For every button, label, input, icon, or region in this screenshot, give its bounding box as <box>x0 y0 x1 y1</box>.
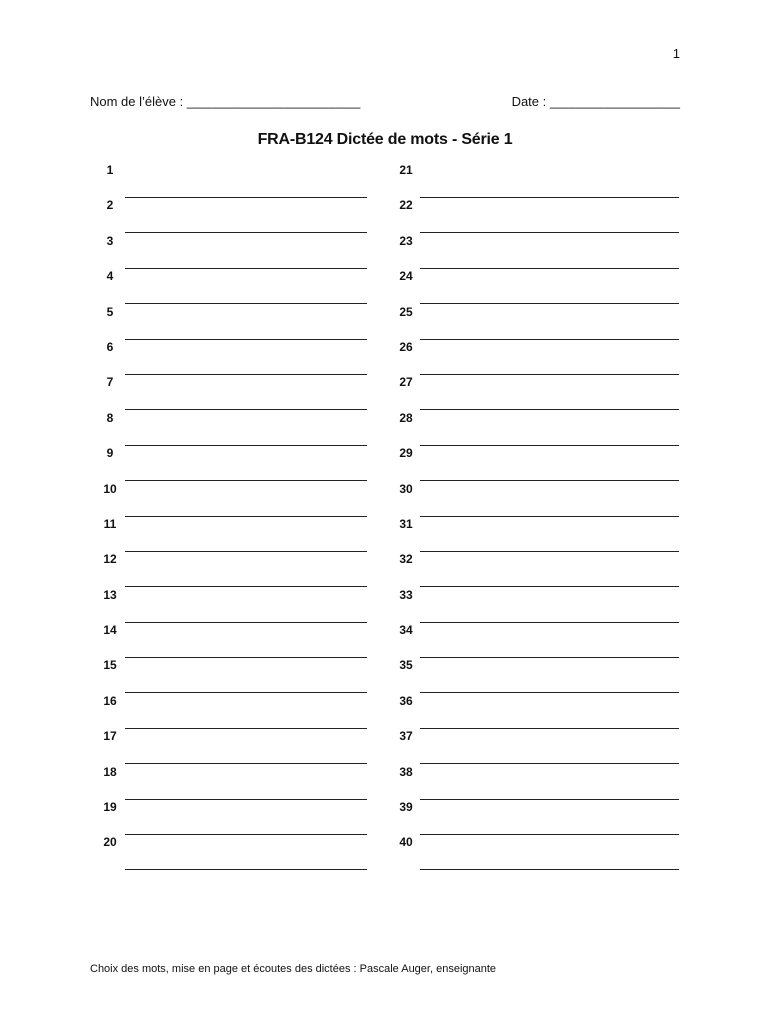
answer-line[interactable] <box>420 657 679 658</box>
answer-line[interactable] <box>420 586 679 587</box>
item-number: 20 <box>103 835 117 850</box>
answer-line[interactable] <box>420 374 679 375</box>
answer-line[interactable] <box>125 197 367 198</box>
item-number: 19 <box>103 800 117 815</box>
answer-line[interactable] <box>125 303 367 304</box>
header-row <box>90 94 680 112</box>
item-number: 3 <box>106 233 114 248</box>
item-number: 40 <box>399 835 413 850</box>
item-number: 16 <box>103 693 117 708</box>
item-number: 37 <box>399 729 413 744</box>
footer-credit: Choix des mots, mise en page et écoutes des dictées : Pascale Auger, enseignante <box>90 963 497 975</box>
answer-line[interactable] <box>125 374 367 375</box>
answer-line[interactable] <box>125 692 367 693</box>
item-number: 22 <box>399 198 413 213</box>
answer-line[interactable] <box>420 692 679 693</box>
item-number: 33 <box>399 587 413 602</box>
item-number: 9 <box>106 446 114 461</box>
answer-line[interactable] <box>125 339 367 340</box>
item-number: 4 <box>106 269 114 284</box>
item-number: 17 <box>103 729 117 744</box>
item-number: 31 <box>399 516 413 531</box>
item-number: 8 <box>106 410 114 425</box>
item-number: 32 <box>399 552 413 567</box>
answer-line[interactable] <box>420 303 679 304</box>
item-number: 1 <box>106 163 114 177</box>
date-label: Date : __________________ <box>511 94 680 109</box>
item-number: 18 <box>103 764 117 779</box>
answer-line[interactable] <box>420 551 679 552</box>
answer-line[interactable] <box>420 232 679 233</box>
answer-line[interactable] <box>420 480 679 481</box>
item-number: 38 <box>399 764 413 779</box>
answer-line[interactable] <box>420 516 679 517</box>
item-number: 21 <box>399 163 413 177</box>
item-number: 35 <box>399 658 413 673</box>
item-number: 6 <box>106 339 114 354</box>
answer-line[interactable] <box>420 799 679 800</box>
item-number: 23 <box>399 233 413 248</box>
item-number: 34 <box>399 623 413 638</box>
item-number: 30 <box>399 481 413 496</box>
answer-line[interactable] <box>420 268 679 269</box>
answer-line[interactable] <box>420 869 679 870</box>
answer-line[interactable] <box>125 232 367 233</box>
answer-line[interactable] <box>125 586 367 587</box>
item-number: 13 <box>103 587 117 602</box>
answer-line[interactable] <box>420 728 679 729</box>
item-number: 15 <box>103 658 117 673</box>
page-number: 1 <box>672 46 680 61</box>
answer-line[interactable] <box>420 622 679 623</box>
page-title: FRA-B124 Dictée de mots - Série 1 <box>257 131 513 148</box>
item-number: 26 <box>399 339 413 354</box>
item-number: 2 <box>106 198 114 213</box>
item-number: 14 <box>103 623 117 638</box>
item-number: 7 <box>106 375 114 390</box>
item-number: 5 <box>106 304 114 319</box>
answer-line[interactable] <box>420 445 679 446</box>
answer-line[interactable] <box>420 197 679 198</box>
answer-line[interactable] <box>125 480 367 481</box>
answer-line[interactable] <box>125 763 367 764</box>
student-name-label: Nom de l’élève : ________________________ <box>90 94 361 109</box>
item-number: 25 <box>399 304 413 319</box>
answer-line[interactable] <box>125 516 367 517</box>
answer-line[interactable] <box>125 268 367 269</box>
answer-line[interactable] <box>125 834 367 835</box>
answer-line[interactable] <box>420 763 679 764</box>
item-number: 28 <box>399 410 413 425</box>
answer-line[interactable] <box>125 551 367 552</box>
answer-line[interactable] <box>125 869 367 870</box>
answer-line[interactable] <box>125 409 367 410</box>
item-number: 39 <box>399 800 413 815</box>
answer-line[interactable] <box>125 622 367 623</box>
item-number: 10 <box>103 481 117 496</box>
item-number: 12 <box>103 552 117 567</box>
item-number: 36 <box>399 693 413 708</box>
answer-line[interactable] <box>420 834 679 835</box>
answer-line[interactable] <box>420 339 679 340</box>
answer-line[interactable] <box>125 657 367 658</box>
answer-line[interactable] <box>420 409 679 410</box>
answer-line[interactable] <box>125 728 367 729</box>
answer-line[interactable] <box>125 799 367 800</box>
item-number: 29 <box>399 446 413 461</box>
item-number: 11 <box>103 516 117 531</box>
answer-line[interactable] <box>125 445 367 446</box>
item-number: 27 <box>399 375 413 390</box>
item-number: 24 <box>399 269 413 284</box>
